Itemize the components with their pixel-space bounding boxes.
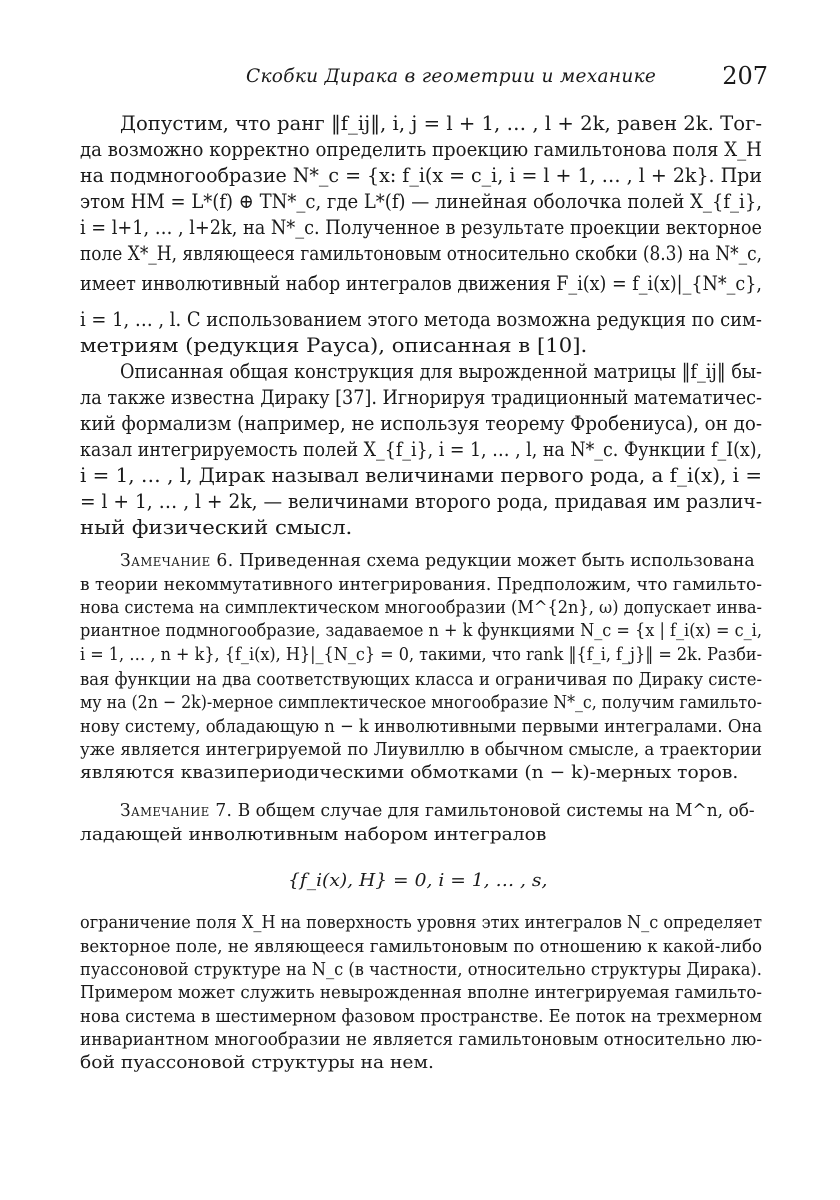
remark-heading: Замечание 6. [120,551,234,571]
page-number: 207 [722,62,768,90]
running-title: Скобки Дирака в геометрии и механике [246,66,657,87]
remark-heading: Замечание 7. [120,801,233,821]
running-header [78,62,768,96]
